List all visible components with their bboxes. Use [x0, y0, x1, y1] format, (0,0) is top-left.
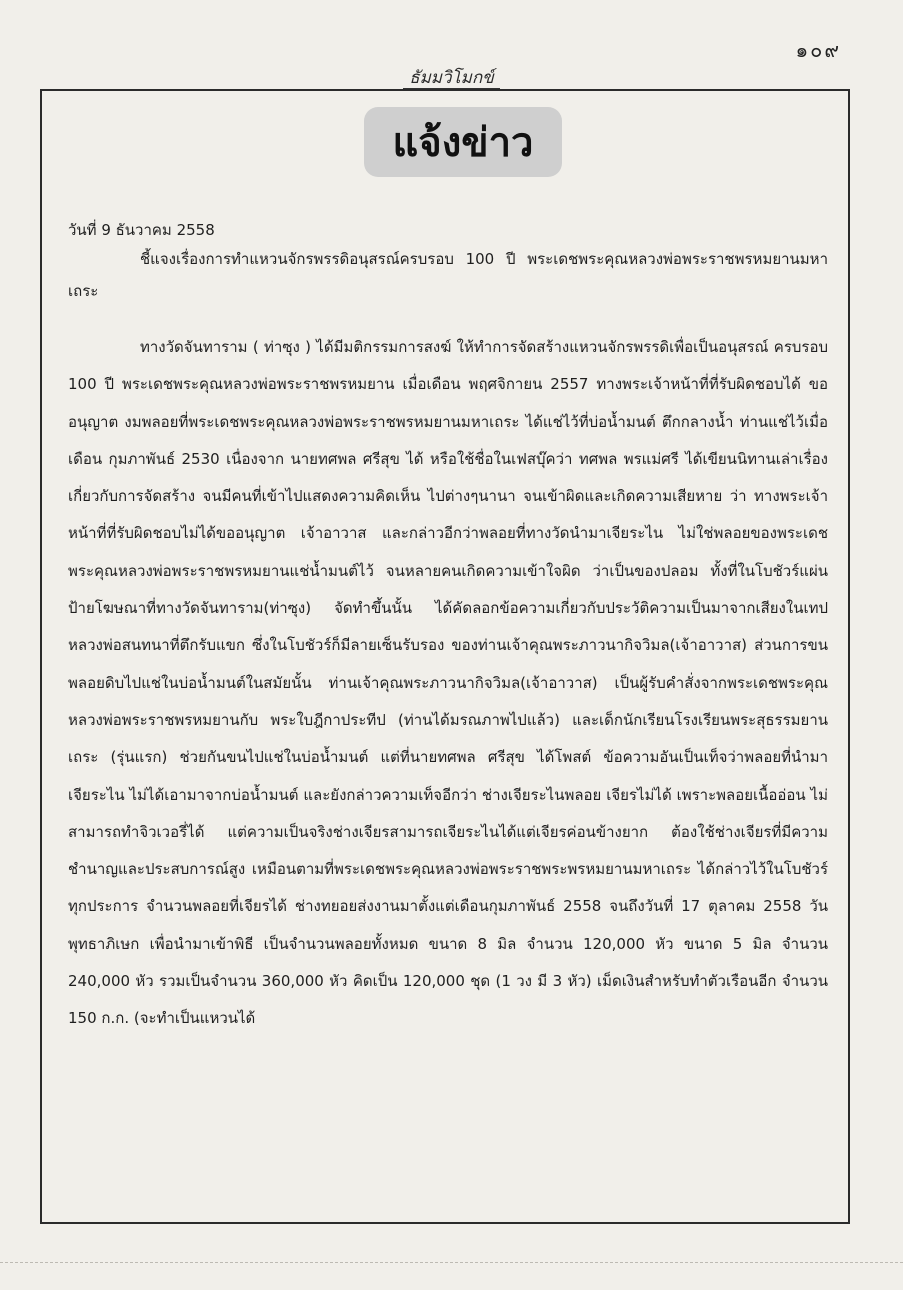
notice-frame — [40, 89, 850, 1224]
running-header-text: ธัมมวิโมกข์ — [403, 68, 500, 89]
running-header — [0, 64, 903, 91]
notice-date: วันที่ 9 ธันวาคม 2558 — [68, 221, 215, 239]
page-number: ๑๐๙ — [795, 38, 841, 62]
notice-subject: ชี้แจงเรื่องการทำแหวนจักรพรรดิอนุสรณ์ครบรอบ 100 ปี พระเดชพระคุณหลวงพ่อพระราชพรหมยานมหาเถระ — [68, 250, 828, 300]
notice-title: แจ้งข่าว — [364, 107, 562, 177]
page-bottom-edge — [0, 1262, 903, 1263]
notice-body: ทางวัดจันทาราม ( ท่าซุง ) ได้มีมติกรรมการสงฆ์ ให้ทำการจัดสร้างแหวนจักรพรรดิเพื่อเป็นอนุสรณ์ ครบรอบ 100 ปี พระเดชพระคุณหลวงพ่อพระราชพรหมยาน เมื่อเดือน พฤศจิกายน 2557 ทางพระเจ้าหน้าที่ที่รับผิดชอบได้ ขออนุญาต งมพลอยที่พระเดชพระคุณหลวงพ่อพระราชพรหมยานมหาเถระ ได้แช่ไว้ที่บ่อน้ำมนต์ ตึกกลางน้ำ ท่านแช่ไว้เมื่อเดือน กุมภาพันธ์ 2530 เนื่องจาก นายทศพล ศรีสุข ได้ หรือใช้ชื่อในเฟสบุ๊คว่า ทศพล พรแม่ศรี ได้เขียนนิทานเล่าเรื่องเกี่ยวกับการจัดสร้าง จนมีคนที่เข้าไปแสดงความคิดเห็น ไปต่างๆนานา จนเข้าผิดและเกิดความเสียหาย ว่า ทางพระเจ้าหน้าที่ที่รับผิดชอบไม่ได้ขออนุญาต เจ้าอาวาส และกล่าวอีกว่าพลอยที่ทางวัดนำมาเจียระไน ไม่ใช่พลอยของพระเดชพระคุณหลวงพ่อพระราชพรหมยานแช่น้ำมนต์ไว้ จนหลายคนเกิดความเข้าใจผิด ว่าเป็นของปลอม ทั้งที่ในโบชัวร์แผ่นป้ายโฆษณาที่ทางวัดจันทาราม(ท่าซุง) จัดทำขึ้นนั้น ได้คัดลอกข้อความเกี่ยวกับประวัติความเป็นมาจากเสียงในเทป หลวงพ่อสนทนาที่ตึกรับแขก ซึ่งในโบชัวร์ก็มีลายเซ็นรับรอง ของท่านเจ้าคุณพระภาวนากิจวิมล(เจ้าอาวาส) ส่วนการขนพลอยดิบไปแช่ในบ่อน้ำมนต์ในสมัยนั้น ท่านเจ้าคุณพระภาวนากิจวิมล(เจ้าอาวาส) เป็นผู้รับคำสั่งจากพระเดชพระคุณหลวงพ่อพระราชพรหมยานกับ พระใบฎีกาประทีป (ท่านได้มรณภาพไปแล้ว) และเด็กนักเรียนโรงเรียนพระสุธรรมยานเถระ (รุ่นแรก) ช่วยกันขนไปแช่ในบ่อน้ำมนต์ แต่ที่นายทศพล ศรีสุข ได้โพสต์ ข้อความอันเป็นเท็จว่าพลอยที่นำมาเจียระไน ไม่ได้เอามาจากบ่อน้ำมนต์ และยังกล่าวความเท็จอีกว่า ช่างเจียระไนพลอย เจียรไม่ได้ เพราะพลอยเนื้ออ่อน ไม่สามารถทำจิวเวอรี่ได้ แต่ความเป็นจริงช่างเจียรสามารถเจียระไนได้แต่เจียรค่อนข้างยาก ต้องใช้ช่างเจียรที่มีความชำนาญและประสบการณ์สูง เหมือนตามที่พระเดชพระคุณหลวงพ่อพระราชพระพรหมยานมหาเถระ ได้กล่าวไว้ในโบชัวร์ ทุกประการ จำนวนพลอยที่เจียรได้ ช่างทยอยส่งงานมาตั้งแต่เดือนกุมภาพันธ์ 2558 จนถึงวันที่ 17 ตุลาคม 2558 วันพุทธาภิเษก เพื่อนำมาเข้าพิธี เป็นจำนวนพลอยทั้งหมด ขนาด 8 มิล จำนวน 120,000 หัว ขนาด 5 มิล จำนวน 240,000 หัว รวมเป็นจำนวน 360,000 หัว คิดเป็น 120,000 ชุด (1 วง มี 3 หัว) เม็ดเงินสำหรับทำตัวเรือนอีก จำนวน 150 ก.ก. (จะทำเป็นแหวนได้ — [68, 338, 828, 1028]
